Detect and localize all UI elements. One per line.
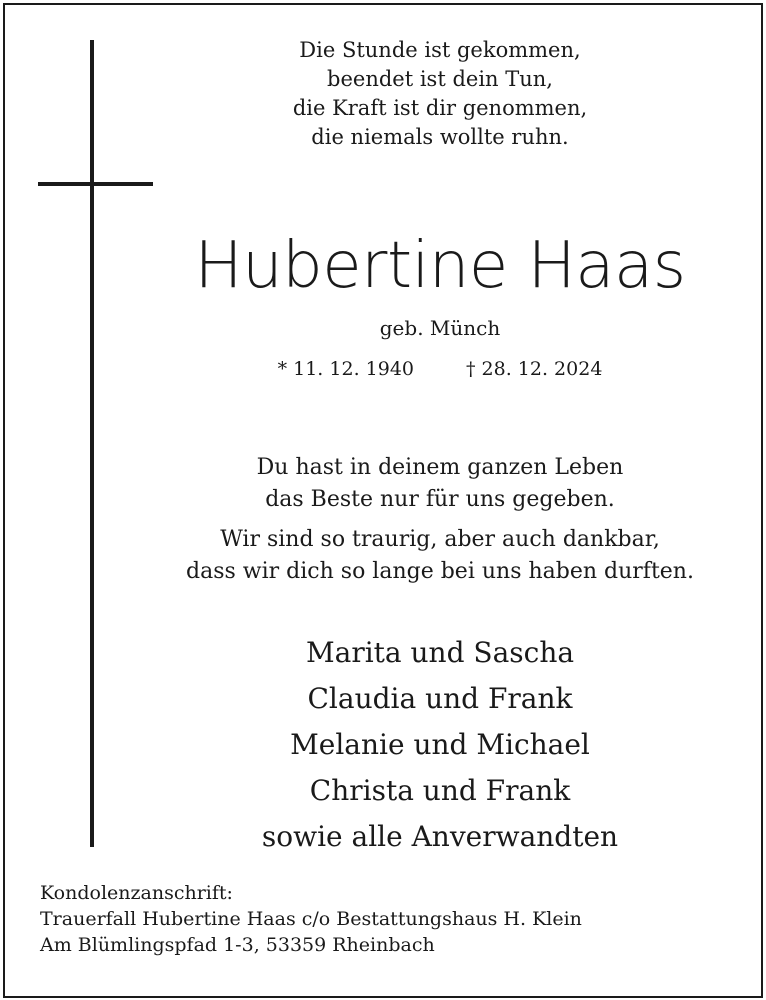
mourner-name: Melanie und Michael — [290, 728, 590, 761]
mourner-name: Marita und Sascha — [305, 636, 575, 669]
verse-line: das Beste nur für uns gegeben. — [265, 487, 615, 512]
cross-vertical-bar — [90, 40, 94, 847]
condolence-heading: Kondolenzanschrift: — [40, 882, 233, 904]
verse-line: die niemals wollte ruhn. — [311, 125, 569, 149]
verse-line: dass wir dich so lange bei uns haben durften. — [186, 559, 694, 584]
birth-date: * 11. 12. 1940 — [277, 358, 414, 380]
deceased-name: Hubertine Haas — [194, 229, 686, 303]
verse-line: Wir sind so traurig, aber auch dankbar, — [220, 527, 660, 552]
life-dates — [120, 356, 760, 382]
mourner-name: sowie alle Anverwandten — [261, 820, 619, 853]
verse-line: Die Stunde ist gekommen, — [299, 38, 581, 62]
condolence-line: Am Blümlingspfad 1-3, 53359 Rheinbach — [40, 934, 435, 956]
condolence-line: Trauerfall Hubertine Haas c/o Bestattungshaus H. Klein — [40, 908, 582, 930]
verse-line: beendet ist dein Tun, — [327, 67, 553, 91]
cross-horizontal-bar — [38, 182, 153, 186]
mourners-list — [120, 630, 760, 860]
mourner-name: Christa und Frank — [309, 774, 571, 807]
mourner-name: Claudia und Frank — [307, 682, 573, 715]
closing-verse — [120, 452, 760, 588]
birth-name: geb. Münch — [379, 316, 501, 340]
opening-verse — [120, 36, 760, 152]
verse-line: Du hast in deinem ganzen Leben — [256, 455, 624, 480]
verse-line: die Kraft ist dir genommen, — [292, 96, 588, 120]
death-date: † 28. 12. 2024 — [466, 358, 603, 380]
condolence-address — [40, 880, 582, 958]
